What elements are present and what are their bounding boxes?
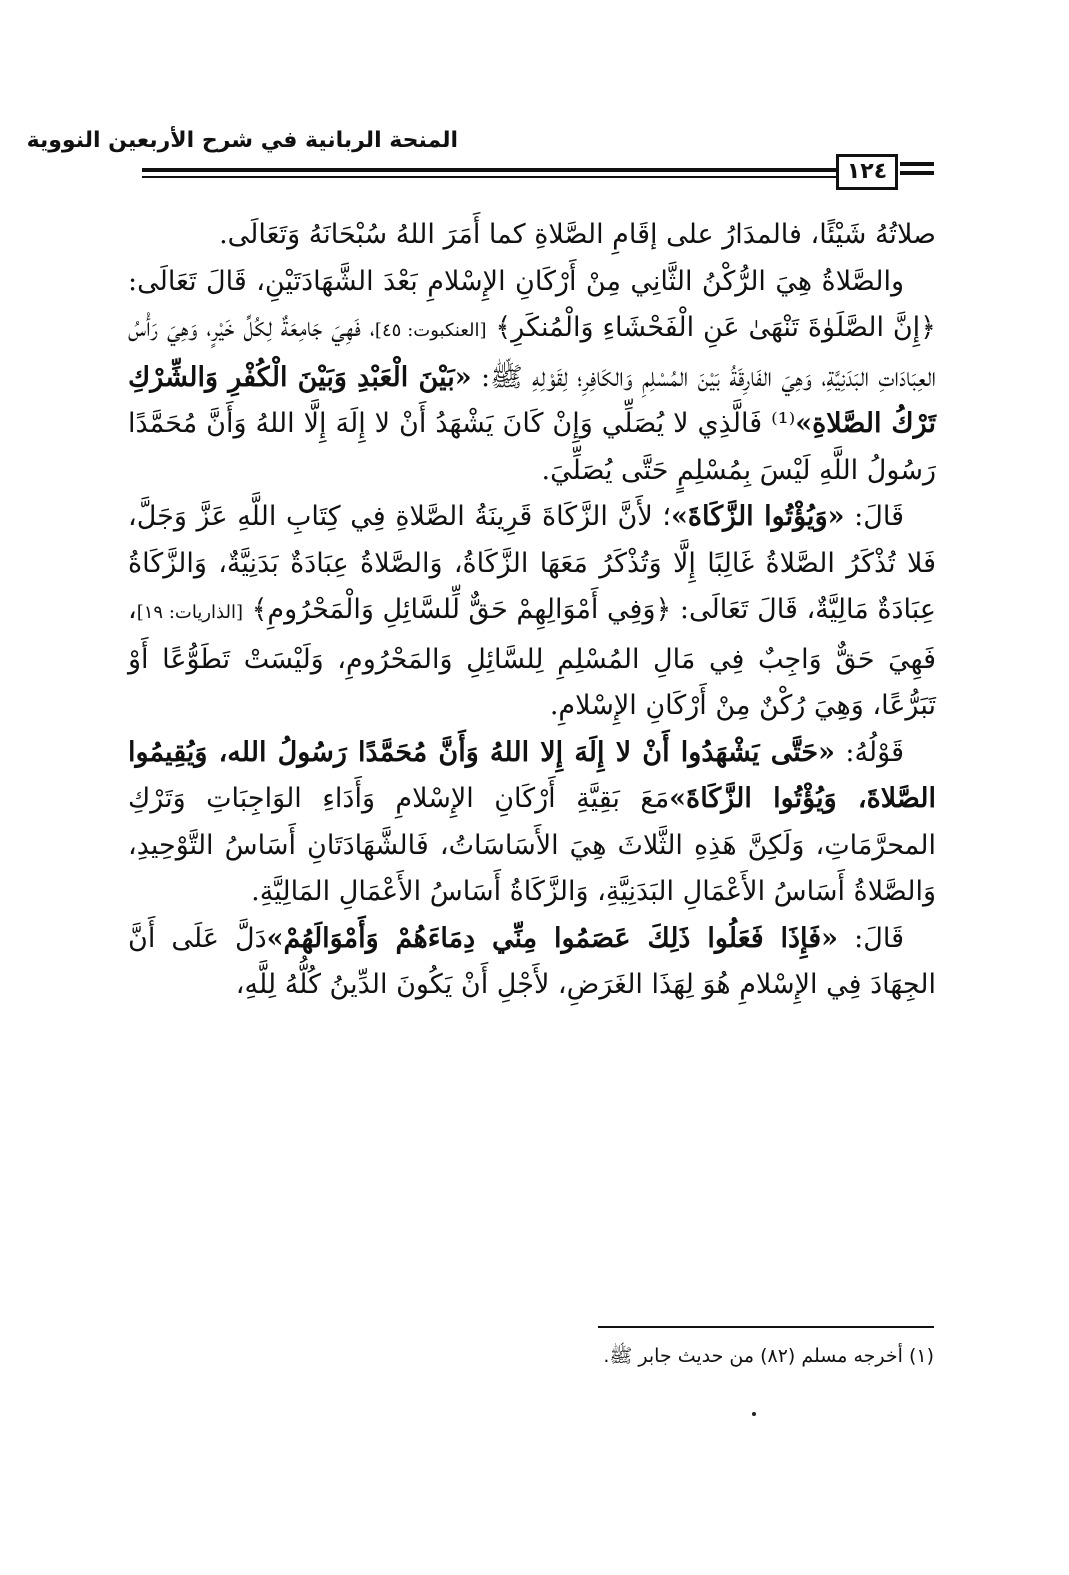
paragraph-4: [128, 730, 936, 916]
paragraph-2: [128, 259, 936, 495]
paragraph-4-text-b: مَعَ بَقِيَّةِ أَرْكَانِ الإِسْلامِ وَأَدَاءِ الوَاجِبَاتِ وَتَرْكِ المحرَّمَاتِ، وَلَكِنَّ هَذِهِ الثَّلاثَ هِيَ الأَسَاسَاتُ، فَالشَّهَادَتَانِ أَسَاسُ التَّوْحِيدِ، وَالصَّلاةُ أَسَاسُ الأَعْمَالِ البَدَنِيَّةِ، وَالزَّكَاةُ أَسَاسُ الأَعْمَالِ المَالِيَّةِ.: [128, 783, 936, 907]
footnote-marker: ⁽¹⁾: [771, 408, 796, 439]
scan-speck: [752, 1412, 756, 1416]
paragraph-5-text-b: دَلَّ عَلَى أَنَّ الجِهَادَ فِي الإِسْلامِ هُوَ لِهَذَا الغَرَضِ، لأَجْلِ أَنْ يَكُونَ الدِّينُ كُلُّهُ لِلَّهِ،: [128, 922, 936, 1000]
header-rule-thick: [142, 168, 836, 172]
hadith-quote: «وَيُؤْتُوا الزَّكَاةَ»: [670, 501, 845, 532]
page-number-ornament: [900, 162, 934, 180]
ornament-line: [900, 162, 934, 166]
quran-citation: [العنكبوت: ٤٥]: [374, 320, 487, 341]
paragraph-3-lead: قَالَ:: [854, 501, 905, 532]
paragraph-4-lead: قَوْلُهُ:: [845, 736, 904, 768]
paragraph-1: صلاتُهُ شَيْئًا، فالمدَارُ على إقَامِ الصَّلاةِ كما أَمَرَ اللهُ سُبْحَانَهُ وَتَعَالَى.: [219, 219, 936, 250]
body-text: [128, 212, 936, 1009]
header-rule-thin: [142, 176, 836, 178]
running-title: المنحة الربانية في شرح الأربعين النووية: [26, 128, 458, 153]
page-number: ١٢٤: [836, 154, 898, 190]
hadith-quote: «بَيْنَ الْعَبْدِ وَبَيْنَ الْكُفْرِ وَالشِّرْكِ تَرْكُ الصَّلاةِ»: [128, 361, 936, 439]
paragraph-3: [128, 494, 936, 730]
hadith-quote: «حَتَّى يَشْهَدُوا أَنْ لا إِلَهَ إِلا اللهُ وَأَنَّ مُحَمَّدًا رَسُولُ الله، وَيُقِيمُوا الصَّلاةَ، وَيُؤْتُوا الزَّكَاةَ»: [128, 736, 936, 814]
paragraph-3-text-c: ، فَهِيَ حَقٌّ وَاجِبٌ فِي مَالِ المُسْلِمِ لِلسَّائِلِ وَالمَحْرُومِ، وَلَيْسَتْ تَطَوُّعًا أَوْ تَبَرُّعًا، وَهِيَ رُكْنٌ مِنْ أَرْكَانِ الإِسْلامِ.: [128, 594, 936, 721]
hadith-quote: «فَإِذَا فَعَلُوا ذَلِكَ عَصَمُوا مِنِّي دِمَاءَهُمْ وَأَمْوَالَهُمْ»: [266, 922, 839, 954]
ornament-line: [900, 171, 934, 175]
paragraph-3-text-b: ؛ لأَنَّ الزَّكَاةَ قَرِينَةُ الصَّلاةِ فِي كِتَابِ اللَّهِ عَزَّ وَجَلَّ، فَلا تُذْكَرُ الصَّلاةُ غَالِبًا إِلَّا وَتُذْكَرُ مَعَهَا الزَّكَاةُ، وَالصَّلاةُ عِبَادَةٌ بَدَنِيَّةٌ، وَالزَّكَاةُ عِبَادَةٌ مَالِيَّةٌ، قَالَ تَعَالَى: ﴿وَفِي أَمْوَالِهِمْ حَقٌّ لِّلسَّائِلِ وَالْمَحْرُومِ﴾: [128, 501, 936, 625]
quran-citation: [الذاريات: ١٩]: [136, 602, 243, 623]
paragraph-2-text-a: والصَّلاةُ هِيَ الرُّكْنُ الثَّانِي مِنْ أَرْكَانِ الإِسْلامِ بَعْدَ الشَّهَادَتَيْنِ، قَالَ تَعَالَى: ﴿إِنَّ الصَّلَوٰةَ تَنْهَىٰ عَنِ الْفَحْشَاءِ وَالْمُنكَرِ﴾: [128, 265, 936, 343]
footnote: (١) أخرجه مسلم (٨٢) من حديث جابر ﷺ.: [603, 1345, 934, 1367]
paragraph-5: [128, 916, 936, 1009]
footnote-rule: [598, 1326, 934, 1328]
header-rule: [142, 168, 836, 182]
paragraph-2-text-b: ، فَهِيَ جَامِعَةٌ لِكُلِّ خَيْرٍ، وَهِيَ رَأْسُ العِبَادَاتِ البَدَنِيَّةِ، وَهِيَ الفَارِقَةُ بَيْنَ المُسْلِمِ وَالكَافِرِ؛ لِقَوْلِهِ ﷺ:: [128, 312, 936, 393]
paragraph-5-lead: قَالَ:: [854, 922, 904, 954]
paragraph-2-text-c: فَالَّذِي لا يُصَلِّي وَإِنْ كَانَ يَشْهَدُ أَنْ لا إِلَهَ إِلَّا اللهُ وَأَنَّ مُحَمَّدًا رَسُولُ اللَّهِ لَيْسَ بِمُسْلِمٍ حَتَّى يُصَلِّيَ.: [128, 408, 936, 486]
